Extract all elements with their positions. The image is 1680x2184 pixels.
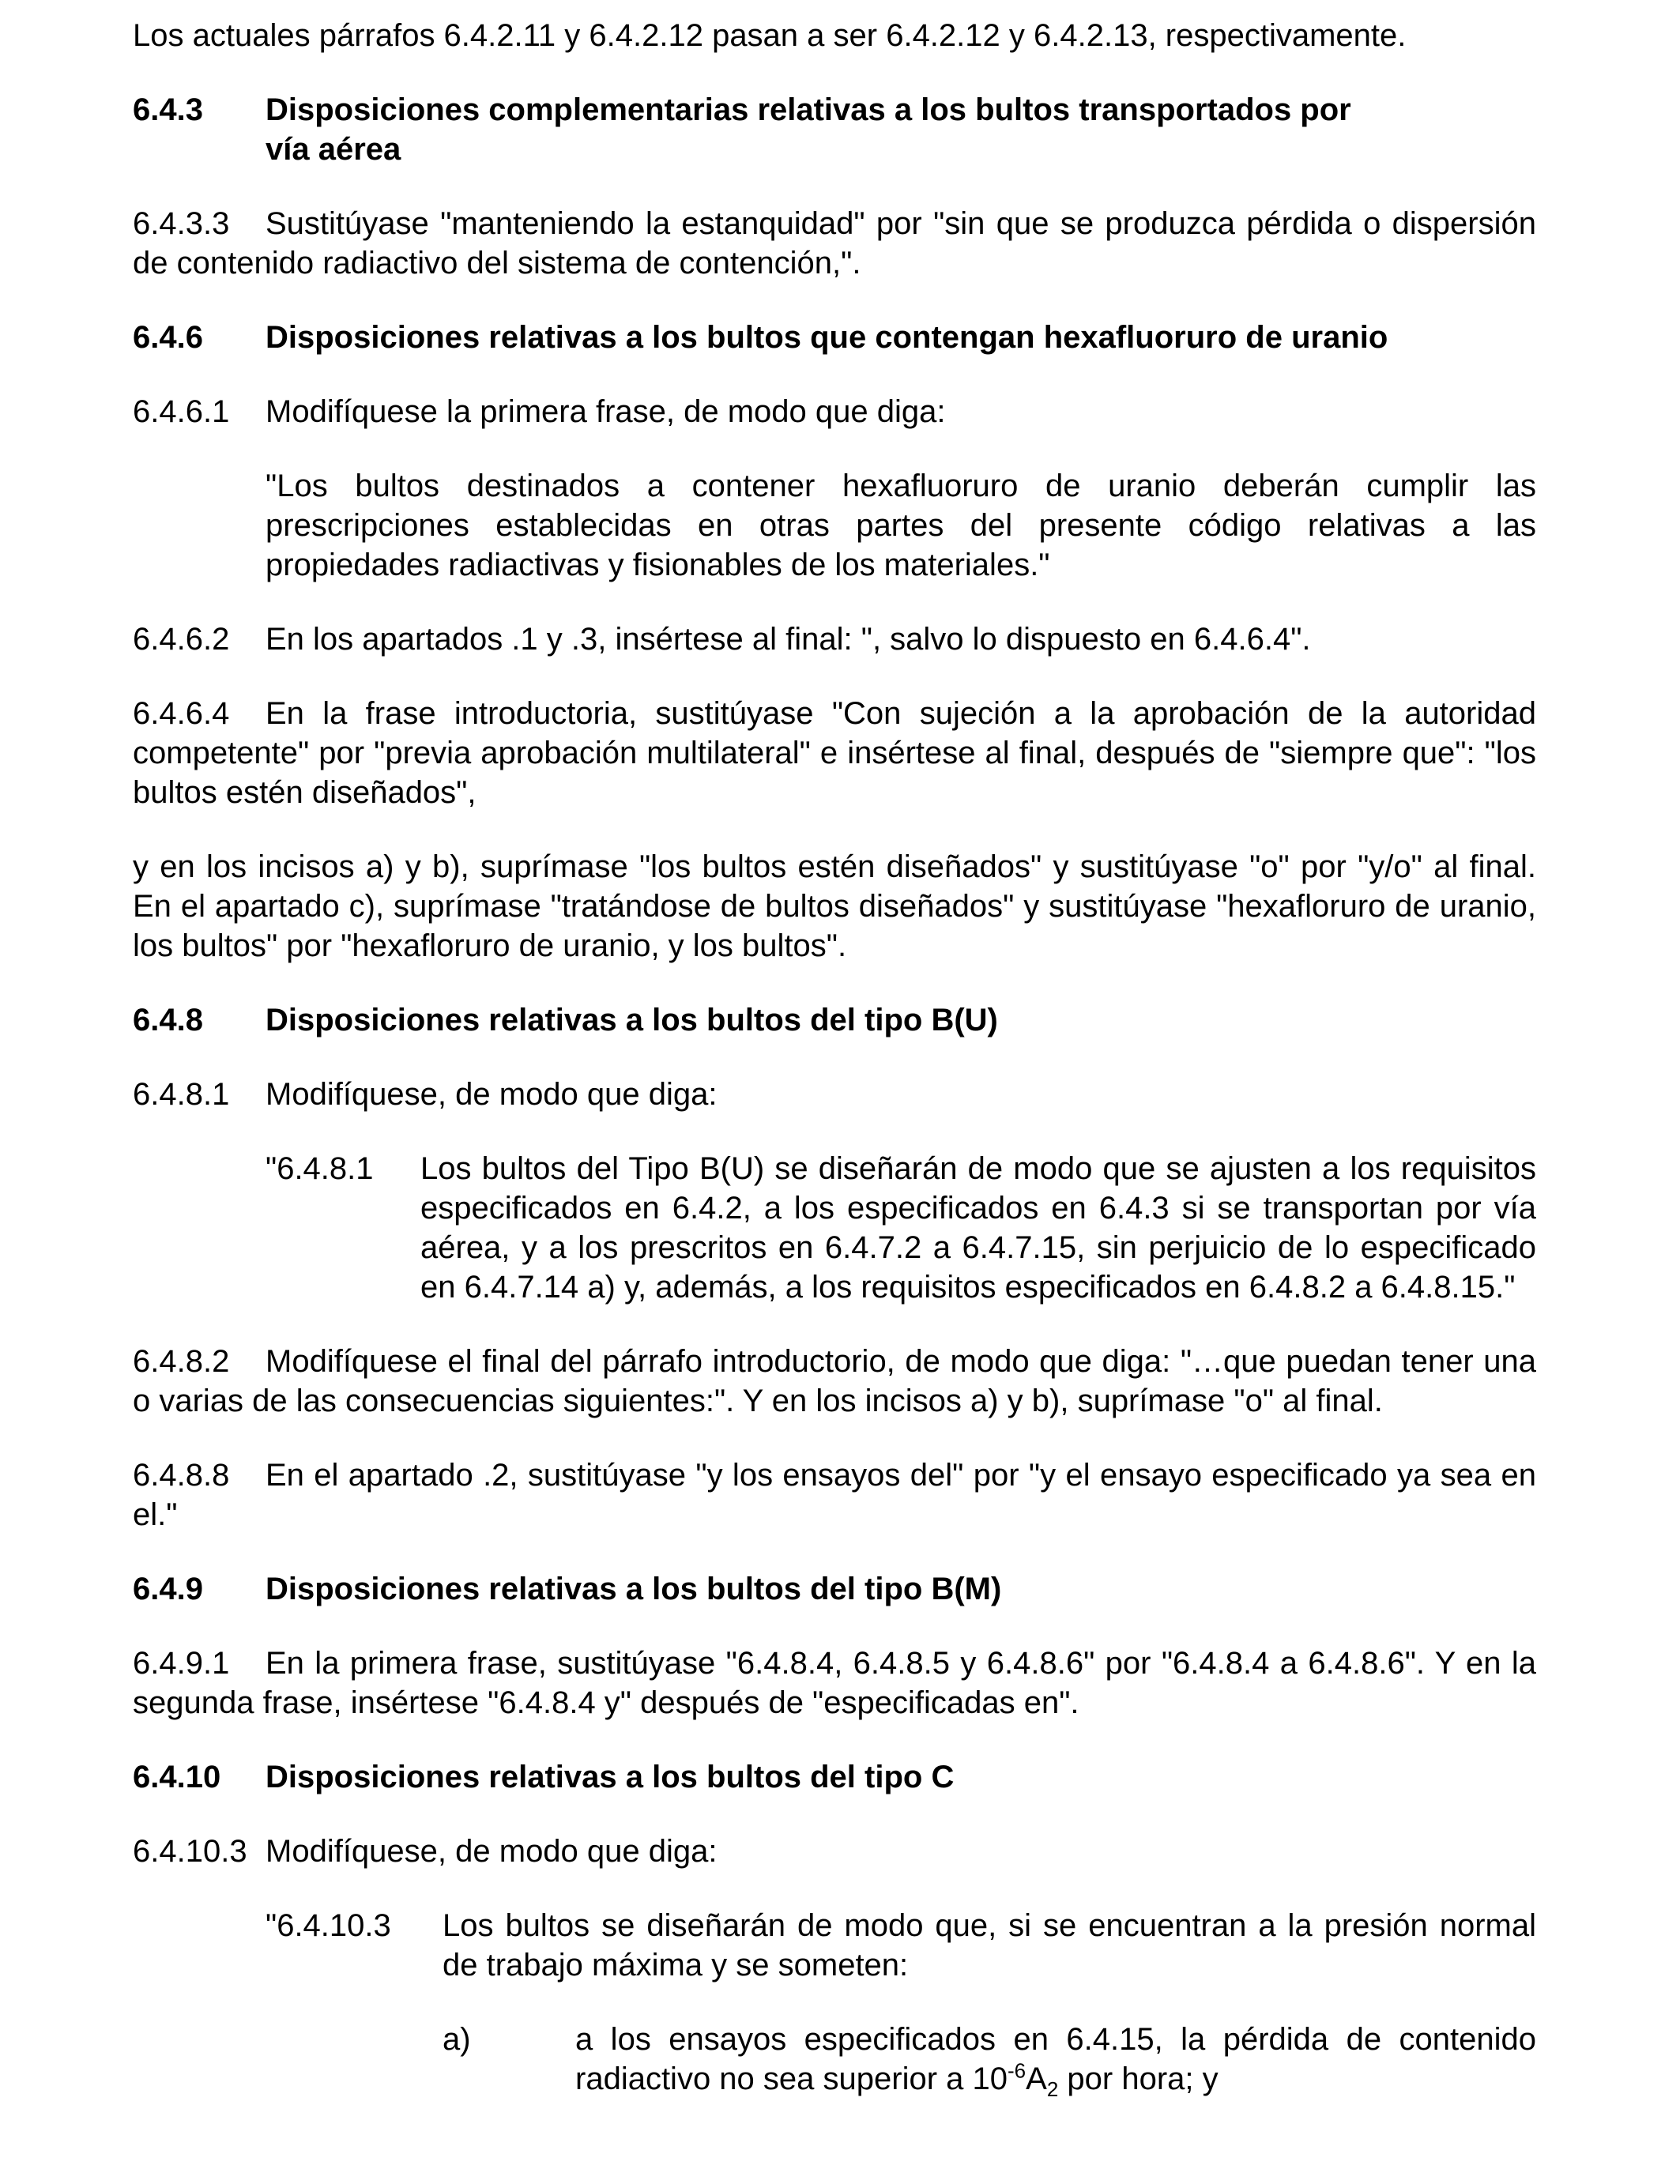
quoted-text: Los bultos se diseñarán de modo que, si se encuentran a la presión normal de trabajo máxima y se someten: xyxy=(443,1908,1536,1983)
exponent: -6 xyxy=(1008,2058,1026,2083)
paragraph-number: 6.4.3.3 xyxy=(133,206,230,241)
paragraph-6-4-9-1 xyxy=(133,1644,1536,1723)
section-title: Disposiciones relativas a los bultos del tipo B(U) xyxy=(266,1003,998,1037)
list-item-text-start: a los ensayos especificados en 6.4.15, la pérdida de contenido radiactivo no sea superior a 10 xyxy=(575,2022,1536,2096)
section-number: 6.4.10 xyxy=(133,1760,221,1794)
list-item-a xyxy=(443,2020,1536,2099)
paragraph-6-4-3-3 xyxy=(133,204,1536,283)
paragraph-6-4-8-1 xyxy=(133,1075,1536,1114)
intro-paragraph: Los actuales párrafos 6.4.2.11 y 6.4.2.12 pasan a ser 6.4.2.12 y 6.4.2.13, respectivamente. xyxy=(133,18,1407,53)
list-item-label: a) xyxy=(443,2022,471,2057)
paragraph-text: En los apartados .1 y .3, insértese al final: ", salvo lo dispuesto en 6.4.6.4". xyxy=(266,622,1311,657)
section-title: Disposiciones relativas a los bultos que contengan hexafluoruro de uranio xyxy=(266,320,1388,355)
paragraph-number: 6.4.6.2 xyxy=(133,622,230,657)
section-number: 6.4.9 xyxy=(133,1572,203,1606)
paragraph-text: Modifíquese la primera frase, de modo que diga: xyxy=(266,394,946,429)
paragraph-text: En la primera frase, sustitúyase "6.4.8.4, 6.4.8.5 y 6.4.8.6" por "6.4.8.4 a 6.4.8.6". Y en la segunda frase, insértese "6.4.8.4 y" después de "especificadas en". xyxy=(133,1646,1536,1720)
paragraph-text: Modifíquese el final del párrafo introductorio, de modo que diga: "…que puedan tener una o varias de las consecuencias siguientes:". Y en los incisos a) y b), suprímase "o" al final. xyxy=(133,1344,1536,1418)
section-number: 6.4.8 xyxy=(133,1003,203,1037)
paragraph-6-4-6-1 xyxy=(133,392,1536,431)
quoted-paragraph xyxy=(266,1149,1536,1307)
paragraph-number: 6.4.8.1 xyxy=(133,1077,230,1112)
paragraph-continuation: y en los incisos a) y b), suprímase "los bultos estén diseñados" y sustitúyase "o" por "y/o" al final. En el apartado c), suprímase "tratándose de bultos diseñados" y sustitúyase "hexafloruro de uranio, los bultos" por "hexafloruro de uranio, y los bultos". xyxy=(133,849,1536,963)
quoted-paragraph xyxy=(266,1906,1536,1985)
section-heading-6-4-9 xyxy=(133,1569,1536,1609)
symbol-a: A xyxy=(1026,2062,1047,2096)
list-item-text xyxy=(575,2020,1536,2099)
section-title: Disposiciones relativas a los bultos del tipo B(M) xyxy=(266,1572,1002,1606)
section-heading-6-4-10 xyxy=(133,1757,1536,1797)
quoted-text: "Los bultos destinados a contener hexafluoruro de uranio deberán cumplir las prescripciones establecidas en otras partes del presente código relativas a las propiedades radiactivas y fisionables de los materiales." xyxy=(266,469,1536,582)
paragraph-text: Modifíquese, de modo que diga: xyxy=(266,1077,718,1112)
paragraph-number: 6.4.10.3 xyxy=(133,1834,247,1869)
list-item-text-end: por hora; y xyxy=(1058,2062,1219,2096)
paragraph-6-4-6-4 xyxy=(133,694,1536,812)
paragraph-number: 6.4.8.2 xyxy=(133,1344,230,1379)
paragraph-text: Sustitúyase "manteniendo la estanquidad" por "sin que se produzca pérdida o dispersión de contenido radiactivo del sistema de contención,". xyxy=(133,206,1536,281)
paragraph-text: Modifíquese, de modo que diga: xyxy=(266,1834,718,1869)
quoted-text: Los bultos del Tipo B(U) se diseñarán de modo que se ajusten a los requisitos especificados en 6.4.2, a los especificados en 6.4.3 si se transportan por vía aérea, y a los prescritos en 6.4.7.2 a 6.4.7.15, sin perjuicio de lo especificado en 6.4.7.14 a) y, además, a los requisitos especificados en 6.4.8.2 a 6.4.8.15." xyxy=(420,1151,1536,1305)
section-heading-6-4-3 xyxy=(133,90,1536,169)
paragraph-number: 6.4.8.8 xyxy=(133,1458,230,1493)
section-number: 6.4.6 xyxy=(133,320,203,355)
subscript: 2 xyxy=(1046,2077,1059,2101)
paragraph-6-4-10-3 xyxy=(133,1832,1536,1871)
section-heading-6-4-6 xyxy=(133,318,1536,357)
section-title: Disposiciones complementarias relativas a los bultos transportados por vía aérea xyxy=(266,92,1351,167)
paragraph-6-4-8-2 xyxy=(133,1342,1536,1421)
paragraph-6-4-8-8 xyxy=(133,1455,1536,1534)
quoted-number: "6.4.8.1 xyxy=(266,1151,374,1186)
paragraph-number: 6.4.6.1 xyxy=(133,394,230,429)
quoted-number: "6.4.10.3 xyxy=(266,1908,391,1943)
section-heading-6-4-8 xyxy=(133,1000,1536,1040)
paragraph-text: En el apartado .2, sustitúyase "y los ensayos del" por "y el ensayo especificado ya sea en el." xyxy=(133,1458,1536,1532)
paragraph-text: En la frase introductoria, sustitúyase "Con sujeción a la aprobación de la autoridad competente" por "previa aprobación multilateral" e insértese al final, después de "siempre que": "los bultos estén diseñados", xyxy=(133,696,1536,810)
section-number: 6.4.3 xyxy=(133,92,203,127)
paragraph-number: 6.4.9.1 xyxy=(133,1646,230,1681)
document-page xyxy=(133,16,1536,2133)
paragraph-number: 6.4.6.4 xyxy=(133,696,230,731)
paragraph-6-4-6-2 xyxy=(133,619,1536,659)
section-title: Disposiciones relativas a los bultos del tipo C xyxy=(266,1760,955,1794)
